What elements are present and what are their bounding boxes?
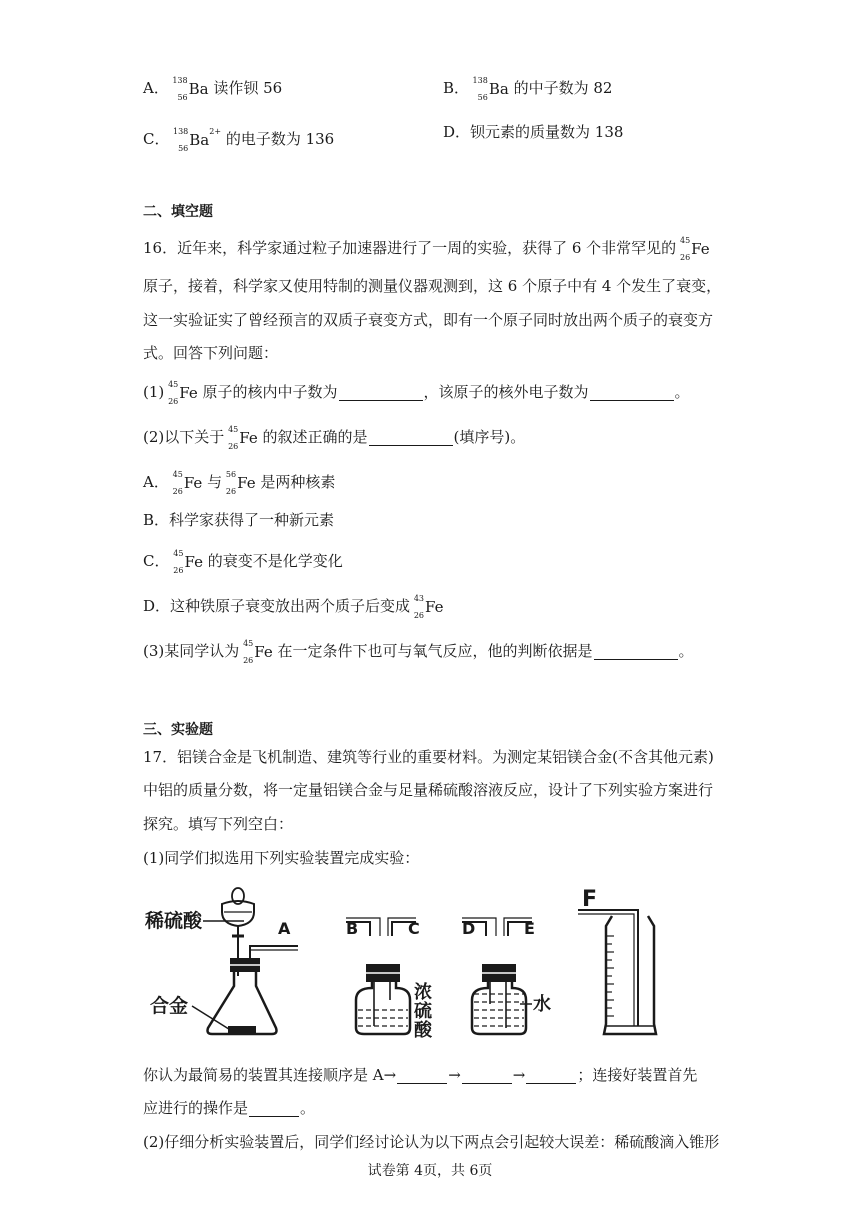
water-label: 水 [533,994,551,1015]
label-c: C [408,919,420,938]
option-a: A． 138 56 Ba 读作钡 56 [143,76,283,102]
section-title: 二、填空题 [143,204,213,220]
isotope-notation: 56 26 [225,470,237,496]
label-d: D [462,919,476,938]
q16-part1: (1) 45 26 Fe 原子的核内中子数为 ，该原子的核外电子数为 。 [143,380,690,406]
q17-answer-line-2: 应进行的操作是 。 [143,1099,316,1117]
conc-label-2: 硫 [414,1001,432,1022]
label-a: A [278,919,291,938]
answer-blank[interactable] [590,385,674,401]
q17-line-1: 17．铝镁合金是飞机制造、建筑等行业的重要材料。为测定某铝镁合金(不含其他元素) [143,748,714,766]
q16-intro-2: 原子，接着，科学家又使用特制的测量仪器观测到，这 6 个原子中有 4 个发生了衰变， [143,277,722,295]
label-f: F [582,887,598,912]
q17-line-3: 探究。填写下列空白： [143,815,294,833]
label-b: B [346,919,359,938]
q16-intro-4: 式。回答下列问题： [143,344,279,362]
option-d: D．钡元素的质量数为 138 [443,123,624,141]
answer-blank[interactable] [339,385,423,401]
isotope-notation: 45 26 [679,236,691,262]
q16-option-c: C． 45 26 Fe 的衰变不是化学变化 [143,549,343,575]
answer-blank[interactable] [526,1068,576,1084]
isotope-notation: 45 26 [228,425,239,451]
page-footer: 试卷第 4页，共 6页 [367,1163,493,1179]
apparatus-diagram [0,876,860,1046]
answer-blank[interactable] [594,644,678,660]
conc-label-1: 浓 [414,982,432,1003]
isotope-notation: 138 56 [172,127,189,153]
section-title: 三、实验题 [143,722,213,738]
answer-blank[interactable] [397,1068,447,1084]
q16-part2: (2)以下关于 45 26 Fe 的叙述正确的是 (填序号)。 [143,425,526,451]
answer-blank[interactable] [462,1068,512,1084]
q17-sub1: (1)同学们拟选用下列实验装置完成实验： [143,849,420,867]
q17-sub2: (2)仔细分析实验装置后，同学们经讨论认为以下两点会引起较大误差：稀硫酸滴入锥形 [143,1133,720,1151]
answer-blank[interactable] [249,1101,299,1117]
label-e: E [524,919,535,938]
isotope-notation: 45 26 [173,549,184,575]
isotope-notation: 45 26 [168,380,179,406]
answer-blank[interactable] [369,430,453,446]
isotope-notation: 45 26 [172,470,183,496]
q16-intro-1: 16．近年来，科学家通过粒子加速器进行了一周的实验，获得了 6 个非常罕见的 45 26 Fe [143,236,710,262]
option-c: C． 138 56 $Ba^{2+}$ 的电子数为 136 [143,127,335,153]
q16-option-a: A． 45 26 Fe 与 56 26 Fe 是两种核素 [143,470,336,496]
isotope-notation: 43 26 [413,594,425,620]
q17-line-2: 中铝的质量分数，将一定量铝镁合金与足量稀硫酸溶液反应，设计了下列实验方案进行 [143,781,714,799]
isotope-notation: 138 56 [472,76,488,102]
q16-option-b: B．科学家获得了一种新元素 [143,511,335,529]
isotope-notation: 138 56 [172,76,188,102]
q16-intro-3: 这一实验证实了曾经预言的双质子衰变方式，即有一个原子同时放出两个质子的衰变方 [143,311,714,329]
alloy-label: 合金 [150,995,189,1017]
q16-option-d: D．这种铁原子衰变放出两个质子后变成 43 26 Fe [143,594,444,620]
conc-label-3: 酸 [414,1020,432,1041]
acid-label: 稀硫酸 [145,910,203,932]
option-b: B． 138 56 Ba 的中子数为 82 [443,76,613,102]
isotope-notation: 45 26 [243,639,254,665]
q17-answer-line-1: 你认为最简易的装置其连接顺序是 A→ → → ；连接好装置首先 [143,1066,698,1084]
q16-part3: (3)某同学认为 45 26 Fe 在一定条件下也可与氧气反应，他的判断依据是 。 [143,639,694,665]
